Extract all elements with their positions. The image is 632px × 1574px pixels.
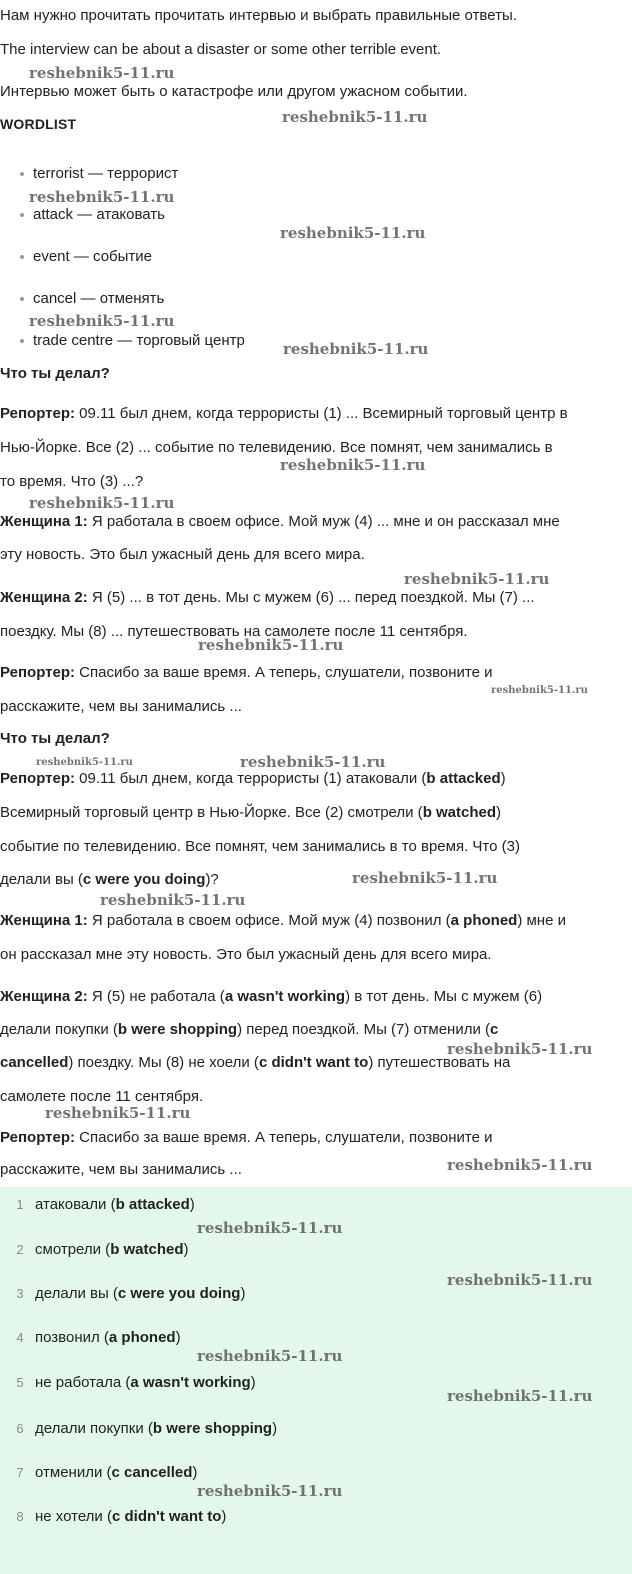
watermark: reshebnik5-11.ru — [100, 891, 246, 909]
intro-line-1: Нам нужно прочитать прочитать интервью и выбрать правильные ответы. — [0, 7, 517, 24]
bullet-dot-icon — [20, 213, 24, 217]
s2-reporter-line-1: Репортер: 09.11 был днем, когда террористы (1) атаковали (b attacked) — [0, 770, 506, 787]
s1-reporter2-line-2: расскажите, чем вы занимались ... — [0, 698, 242, 715]
s1-reporter2-line-1: Репортер: Спасибо за ваше время. А теперь, слушатели, позвоните и — [0, 664, 493, 681]
s2-reporter2-line-2: расскажите, чем вы занимались ... — [0, 1161, 242, 1178]
watermark: reshebnik5-11.ru — [352, 869, 498, 887]
wordlist-item: event — событие — [20, 247, 600, 267]
wordlist-item: attack — атаковать — [20, 205, 600, 225]
watermark: reshebnik5-11.ru — [45, 1104, 191, 1122]
s2-reporter-line-3: событие по телевидению. Все помнят, чем занимались в то время. Что (3) — [0, 838, 520, 855]
watermark: reshebnik5-11.ru — [447, 1040, 593, 1058]
s2-woman2-line-4: самолете после 11 сентября. — [0, 1088, 204, 1105]
s1-woman1-line-1: Женщина 1: Я работала в своем офисе. Мой муж (4) ... мне и он рассказал мне — [0, 513, 560, 530]
bullet-dot-icon — [20, 255, 24, 259]
s2-reporter-line-2: Всемирный торговый центр в Нью-Йорке. Все (2) смотрели (b watched) — [0, 804, 502, 821]
intro-line-3: Интервью может быть о катастрофе или другом ужасном событии. — [0, 83, 468, 100]
watermark: reshebnik5-11.ru — [198, 636, 344, 654]
s1-reporter-line-1: Репортер: 09.11 был днем, когда террористы (1) ... Всемирный торговый центр в — [0, 405, 568, 422]
watermark: reshebnik5-11.ru — [491, 685, 588, 696]
answers-panel: 1 атаковали (b attacked) 2 смотрели (b watched) 3 делали вы (c were you doing) 4 позвонил (a phoned) 5 не работала (a wasn't working) 6 делали покупки (b were shopping) 7 отменили (c cancelled) 8 не хотели (c didn't want to) — [0, 1187, 632, 1574]
watermark: reshebnik5-11.ru — [36, 757, 133, 768]
watermark: reshebnik5-11.ru — [29, 312, 175, 330]
s1-reporter-line-2: Нью-Йорке. Все (2) ... событие по телевидению. Все помнят, чем занимались в — [0, 439, 553, 456]
s1-reporter-line-3: то время. Что (3) ...? — [0, 473, 144, 490]
wordlist-item: cancel — отменять — [20, 289, 600, 309]
s1-woman2-line-1: Женщина 2: Я (5) ... в тот день. Мы с мужем (6) ... перед поездкой. Мы (7) ... — [0, 589, 535, 606]
watermark: reshebnik5-11.ru — [447, 1271, 593, 1289]
s2-woman1-line-1: Женщина 1: Я работала в своем офисе. Мой муж (4) позвонил (a phoned) мне и — [0, 912, 566, 929]
s1-woman2-line-2: поездку. Мы (8) ... путешествовать на самолете после 11 сентября. — [0, 623, 468, 640]
s2-woman2-line-3: cancelled) поездку. Мы (8) не хоели (c didn't want to) путешествовать на — [0, 1054, 511, 1071]
s2-woman2-line-2: делали покупки (b were shopping) перед поездкой. Мы (7) отменили (c — [0, 1021, 499, 1038]
s2-woman2-line-1: Женщина 2: Я (5) не работала (a wasn't working) в тот день. Мы с мужем (6) — [0, 988, 543, 1005]
s2-reporter2-line-1: Репортер: Спасибо за ваше время. А теперь, слушатели, позвоните и — [0, 1129, 493, 1146]
intro-line-2: The interview can be about a disaster or some other terrible event. — [0, 41, 442, 58]
watermark: reshebnik5-11.ru — [447, 1156, 593, 1174]
section-2-title: Что ты делал? — [0, 730, 110, 747]
wordlist-item: terrorist — террорист — [20, 164, 600, 184]
wordlist-title: WORDLIST — [0, 116, 77, 132]
s1-woman1-line-2: эту новость. Это был ужасный день для всего мира. — [0, 546, 365, 563]
watermark: reshebnik5-11.ru — [197, 1219, 343, 1237]
watermark: reshebnik5-11.ru — [29, 494, 175, 512]
watermark: reshebnik5-11.ru — [29, 64, 175, 82]
watermark: reshebnik5-11.ru — [404, 570, 550, 588]
bullet-dot-icon — [20, 339, 24, 343]
watermark: reshebnik5-11.ru — [447, 1387, 593, 1405]
s2-reporter-line-4: делали вы (c were you doing)? — [0, 871, 219, 888]
watermark: reshebnik5-11.ru — [280, 456, 426, 474]
watermark: reshebnik5-11.ru — [240, 753, 386, 771]
watermark: reshebnik5-11.ru — [282, 108, 428, 126]
bullet-dot-icon — [20, 297, 24, 301]
watermark: reshebnik5-11.ru — [197, 1482, 343, 1500]
watermark: reshebnik5-11.ru — [283, 340, 429, 358]
watermark: reshebnik5-11.ru — [197, 1347, 343, 1365]
wordlist-item: trade centre — торговый центр — [20, 331, 600, 351]
watermark: reshebnik5-11.ru — [280, 224, 426, 242]
s2-woman1-line-2: он рассказал мне эту новость. Это был ужасный день для всего мира. — [0, 946, 492, 963]
watermark: reshebnik5-11.ru — [29, 188, 175, 206]
section-1-title: Что ты делал? — [0, 365, 110, 382]
bullet-dot-icon — [20, 172, 24, 176]
